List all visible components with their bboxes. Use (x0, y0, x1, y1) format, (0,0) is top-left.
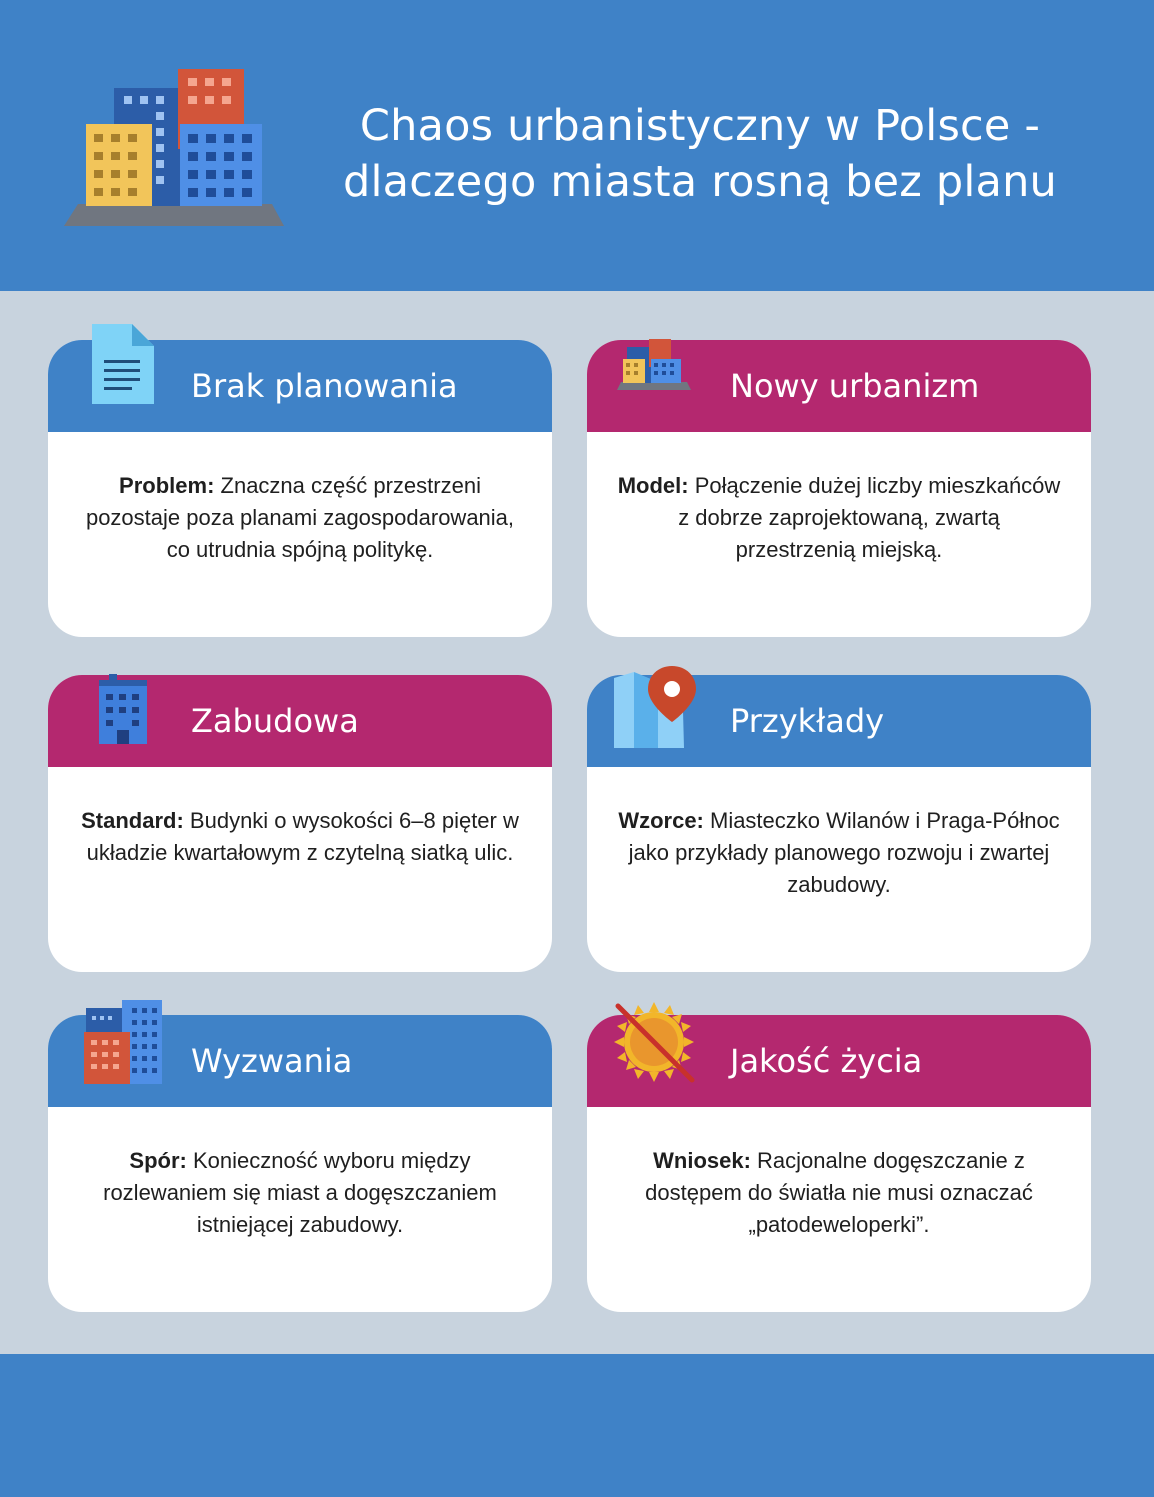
card-text (78, 1145, 522, 1241)
card-title: Nowy urbanizm (730, 367, 980, 405)
map-pin-icon (612, 664, 700, 752)
card-description: Racjonalne dogęszczanie z dostępem do światła nie musi oznaczać „patodeweloperki”. (645, 1148, 1033, 1237)
card-label: Spór: (129, 1148, 187, 1173)
title-line-1: Chaos urbanistyczny w Polsce - (359, 101, 1041, 151)
apartment-building-icon (97, 672, 149, 744)
card-title: Jakość życia (730, 1042, 923, 1080)
card-description: Konieczność wyboru między rozlewaniem się miast a dogęszczaniem istniejącej zabudowy. (103, 1148, 497, 1237)
card-title: Brak planowania (191, 367, 458, 405)
header-banner (0, 0, 1154, 291)
page-title (320, 98, 1080, 210)
card-text (78, 805, 522, 869)
card-text (78, 470, 522, 566)
title-line-2: dlaczego miasta rosną bez planu (343, 157, 1057, 207)
card-label: Standard: (81, 808, 184, 833)
buildings-icon (82, 998, 164, 1086)
card-label: Model: (617, 473, 689, 498)
document-icon (92, 324, 154, 404)
card-label: Wniosek: (653, 1148, 751, 1173)
footer-banner (0, 1354, 1154, 1497)
card-title: Zabudowa (191, 702, 359, 740)
card-title: Przykłady (730, 702, 885, 740)
card-label: Wzorce: (618, 808, 704, 833)
card-title: Wyzwania (191, 1042, 353, 1080)
no-sun-icon (612, 1000, 696, 1084)
card-text (617, 470, 1061, 566)
card-description: Miasteczko Wilanów i Praga-Północ jako przykłady planowego rozwoju i zwartej zabudowy. (628, 808, 1060, 897)
card-text (617, 805, 1061, 901)
card-text (617, 1145, 1061, 1241)
card-description: Znaczna część przestrzeni pozostaje poza planami zagospodarowania, co utrudnia spójną politykę. (85, 473, 515, 562)
card-label: Problem: (119, 473, 215, 498)
card-description: Budynki o wysokości 6–8 pięter w układzie kwartałowym z czytelną siatką ulic. (86, 808, 519, 865)
city-buildings-icon (60, 66, 290, 231)
card-description: Połączenie dużej liczby mieszkańców z dobrze zaprojektowaną, zwartą przestrzenią miejską. (678, 473, 1061, 562)
city-buildings-icon (617, 337, 691, 391)
